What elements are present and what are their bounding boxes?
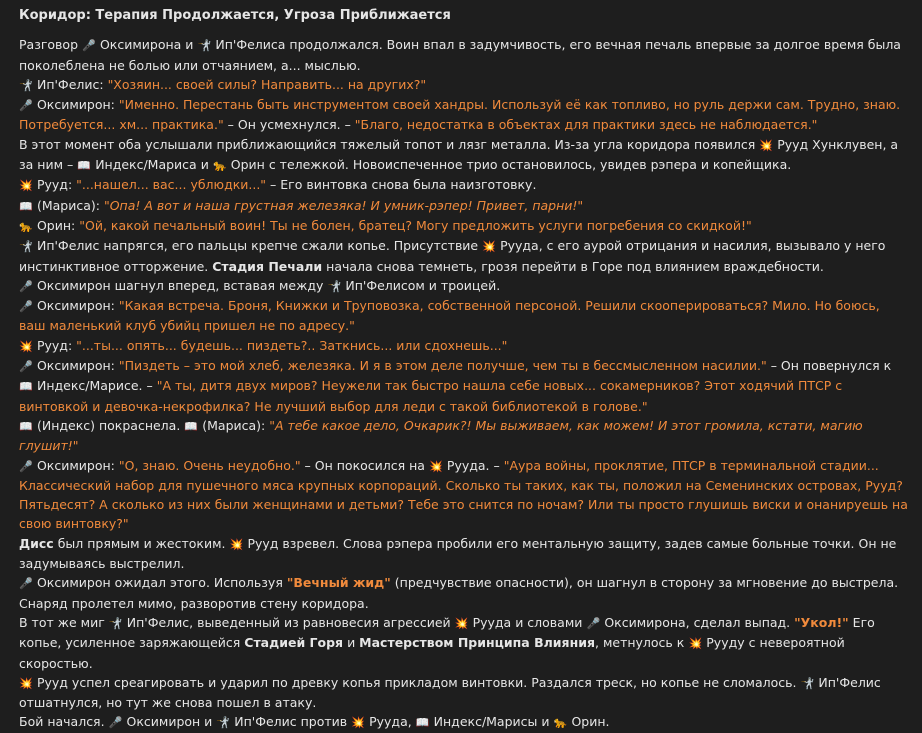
spear-fighter-icon: 🤺 xyxy=(800,676,815,690)
book-icon: 📖 xyxy=(415,716,430,730)
text: Ип'Фелиса продолжался. Воин впал в задумчивость, его вечная печаль впервые за долгое время была поколеблена не болью или отчаянием, а... мыслью. xyxy=(19,37,901,73)
text: Оксимирон шагнул вперед, вставая между xyxy=(33,277,328,293)
spear-fighter-icon: 🤺 xyxy=(19,78,33,92)
speaker: Оксимирон: xyxy=(33,457,119,473)
spear-fighter-icon: 🤺 xyxy=(197,39,212,53)
paragraph-2 xyxy=(19,75,908,95)
text: был прямым и жестоким. xyxy=(53,535,230,551)
microphone-icon: 🎤 xyxy=(82,39,96,53)
explosion-icon: 💥 xyxy=(482,240,496,254)
text: Разговор xyxy=(19,37,82,53)
microphone-icon: 🎤 xyxy=(19,279,33,293)
text: Оксимирона, сделал выпад. xyxy=(600,614,795,630)
explosion-icon: 💥 xyxy=(19,676,33,690)
speaker: (Мариса): xyxy=(198,417,270,433)
microphone-icon: 🎤 xyxy=(586,616,601,630)
speaker: Ип'Фелис: xyxy=(33,76,108,92)
paragraph-4 xyxy=(19,135,908,176)
paragraph-3 xyxy=(19,95,908,135)
text: – Он усмехнулся. – xyxy=(223,117,355,133)
skill-name: "Вечный жид" xyxy=(286,575,391,591)
text: Бой начался. xyxy=(19,714,109,730)
paragraph-7 xyxy=(19,216,908,236)
text: Рууда, xyxy=(365,714,416,730)
paragraph-18 xyxy=(19,673,908,713)
spear-fighter-icon: 🤺 xyxy=(19,240,33,254)
text: Рууду с невероятной скоростью. xyxy=(19,635,845,671)
text: Индекс/Марисе. – xyxy=(33,378,157,394)
text: Индекс/Мариса и xyxy=(91,157,213,173)
leopard-icon: 🐆 xyxy=(19,219,33,233)
text: Его копье, усиленное заряжающейся xyxy=(19,614,875,651)
quote: "О, знаю. Очень неудобно." xyxy=(118,457,301,473)
text: – Он покосился на xyxy=(300,457,429,473)
paragraph-15 xyxy=(19,534,908,574)
microphone-icon: 🎤 xyxy=(108,716,123,730)
text: Ип'Фелисом и троицей. xyxy=(341,277,501,293)
speaker: Оксимирон: xyxy=(33,358,119,374)
bold-term: Стадия Печали xyxy=(212,258,323,274)
quote: "Именно. Перестань быть инструментом своей хандры. Используй её как топливо, но руль держи сам. Трудно, знаю. Потребуется... хм... практика." xyxy=(19,97,901,133)
text: Оксимирон и xyxy=(122,714,217,730)
text: Рууд взревел. Слова рэпера пробили его ментальную защиту, задев самые больные точки. Он не задумываясь выстрелил. xyxy=(19,535,897,572)
text: Ип'Фелис отшатнулся, но тут же снова пошел в атаку. xyxy=(19,674,881,711)
scene-title: Коридор: Терапия Продолжается, Угроза Приближается xyxy=(19,8,451,23)
text: (предчувствие опасности), он шагнул в сторону за мгновение до выстрела. Снаряд пролетел мимо, разворотив стену коридора. xyxy=(19,575,899,611)
speaker: Оксимирон: xyxy=(33,298,119,314)
text: (Индекс) покраснела. xyxy=(33,417,185,433)
speaker: Рууд: xyxy=(33,177,77,193)
quote: "Ой, какой печальный воин! Ты не болен, братец? Могу предложить услуги погребения со скидкой!" xyxy=(79,217,752,233)
text: – Он повернулся к xyxy=(766,358,892,374)
explosion-icon: 💥 xyxy=(351,716,365,730)
text: Рууда, с его аурой отрицания и насилия, вызывало у него инстинктивное отторжение. xyxy=(19,238,886,274)
paragraph-6 xyxy=(19,196,908,216)
quote: "...ты... опять... будешь... пиздеть?.. Заткнись... или сдохнешь..." xyxy=(76,337,508,353)
paragraph-10 xyxy=(19,296,908,336)
explosion-icon: 💥 xyxy=(759,138,774,152)
microphone-icon: 🎤 xyxy=(19,360,33,374)
speaker: Орин: xyxy=(33,217,80,233)
text: Ип'Фелис, выведенный из равновесия агрессией xyxy=(122,614,455,630)
quote: "Пиздеть – это мой хлеб, железяка. И я в этом деле получше, чем ты в бессмысленном насилии." xyxy=(118,358,767,374)
book-icon: 📖 xyxy=(77,159,92,173)
paragraph-11 xyxy=(19,336,908,356)
quote: "А тебе какое дело, Очкарик?! Мы выживаем, как можем! И этот громила, кстати, магию глушит!" xyxy=(19,417,863,454)
speaker: Рууд: xyxy=(33,337,77,353)
text: , метнулось к xyxy=(595,635,689,651)
quote: "Аура войны, проклятие, ПТСР в терминальной стадии... Классический набор для пушечного мяса крупных корпораций. Сколько ты таких, как ты, положил на Семенинских островах, Рууд? Пятьдесят? А сколько из них были женщинами и детьми? Тебе это снится по ночам? Или ты просто глушишь виски и онанируешь на свою винтовку?" xyxy=(19,457,908,532)
quote: "Какая встреча. Броня, Книжки и Труповозка, собственной персоной. Решили скооперироваться? Мило. Но боюсь, ваш маленький клуб убийц пришел не по адресу." xyxy=(19,298,880,334)
text: Рууда и словами xyxy=(468,614,587,630)
spear-fighter-icon: 🤺 xyxy=(108,616,123,630)
quote: "Хозяин... своей силы? Направить... на других?" xyxy=(107,76,427,92)
text: Оксимирон ожидал этого. Используя xyxy=(33,575,287,591)
explosion-icon: 💥 xyxy=(229,537,244,551)
text: начала снова темнеть, грозя перейти в Горе под влиянием враждебности. xyxy=(322,258,824,274)
text: Индекс/Марисы и xyxy=(429,714,554,730)
skill-name: "Укол!" xyxy=(794,614,849,630)
leopard-icon: 🐆 xyxy=(553,716,568,730)
book-icon: 📖 xyxy=(19,419,33,433)
text: Орин. xyxy=(567,714,610,730)
microphone-icon: 🎤 xyxy=(19,459,33,473)
bold-term: Мастерством Принципа Влияния xyxy=(359,635,595,651)
paragraph-12 xyxy=(19,356,908,416)
text: Рууда. – xyxy=(442,457,504,473)
explosion-icon: 💥 xyxy=(19,339,33,353)
text: В этот момент оба услышали приближающийся тяжелый топот и лязг металла. Из-за угла коридора появился xyxy=(19,136,760,152)
spear-fighter-icon: 🤺 xyxy=(327,279,342,293)
quote: "Опа! А вот и наша грустная железяка! И умник-рэпер! Привет, парни!" xyxy=(103,197,584,213)
microphone-icon: 🎤 xyxy=(19,99,33,113)
explosion-icon: 💥 xyxy=(454,616,469,630)
spear-fighter-icon: 🤺 xyxy=(216,716,231,730)
paragraph-1 xyxy=(19,35,908,75)
text: Рууд Хунклувен, а за ним – xyxy=(19,136,899,173)
text: Рууд успел среагировать и ударил по древку копья прикладом винтовки. Раздался треск, но копье не сломалось. xyxy=(33,674,801,690)
microphone-icon: 🎤 xyxy=(19,577,33,591)
bold-term: Стадией Горя xyxy=(244,635,344,651)
quote: "Благо, недостатка в объектах для практики здесь не наблюдается." xyxy=(354,117,818,133)
explosion-icon: 💥 xyxy=(19,179,33,193)
bold-term: Дисс xyxy=(19,535,54,551)
text: – Его винтовка снова была наизготовку. xyxy=(266,177,537,193)
quote: "А ты, дитя двух миров? Неужели так быстро нашла себе новых... сокамерников? Этот ходячий ПТСР с винтовкой и девочка-некрофилка? Не лучший выбор для леди с такой библиотекой в голове." xyxy=(19,378,843,414)
leopard-icon: 🐆 xyxy=(212,159,227,173)
paragraph-17 xyxy=(19,613,908,673)
text: и xyxy=(343,635,360,651)
text: В тот же миг xyxy=(19,614,109,630)
speaker: (Мариса): xyxy=(33,197,104,213)
text: Ип'Фелис против xyxy=(230,714,352,730)
paragraph-9 xyxy=(19,276,908,296)
paragraph-5 xyxy=(19,175,908,195)
paragraph-13 xyxy=(19,416,908,456)
quote: "...нашел... вас... ублюдки..." xyxy=(76,177,267,193)
text: Ип'Фелис напрягся, его пальцы крепче сжали копье. Присутствие xyxy=(33,238,483,254)
explosion-icon: 💥 xyxy=(688,637,703,651)
paragraph-16 xyxy=(19,573,908,613)
paragraph-8 xyxy=(19,236,908,276)
book-icon: 📖 xyxy=(184,419,199,433)
text: Орин с тележкой. Новоиспеченное трио остановилось, увидев рэпера и копейщика. xyxy=(226,157,792,173)
speaker: Оксимирон: xyxy=(33,97,119,113)
explosion-icon: 💥 xyxy=(429,459,443,473)
book-icon: 📖 xyxy=(19,380,33,394)
paragraph-19 xyxy=(19,712,908,732)
text: Оксимирона и xyxy=(95,37,198,53)
paragraph-14 xyxy=(19,456,908,534)
microphone-icon: 🎤 xyxy=(19,300,33,314)
book-icon: 📖 xyxy=(19,199,33,213)
